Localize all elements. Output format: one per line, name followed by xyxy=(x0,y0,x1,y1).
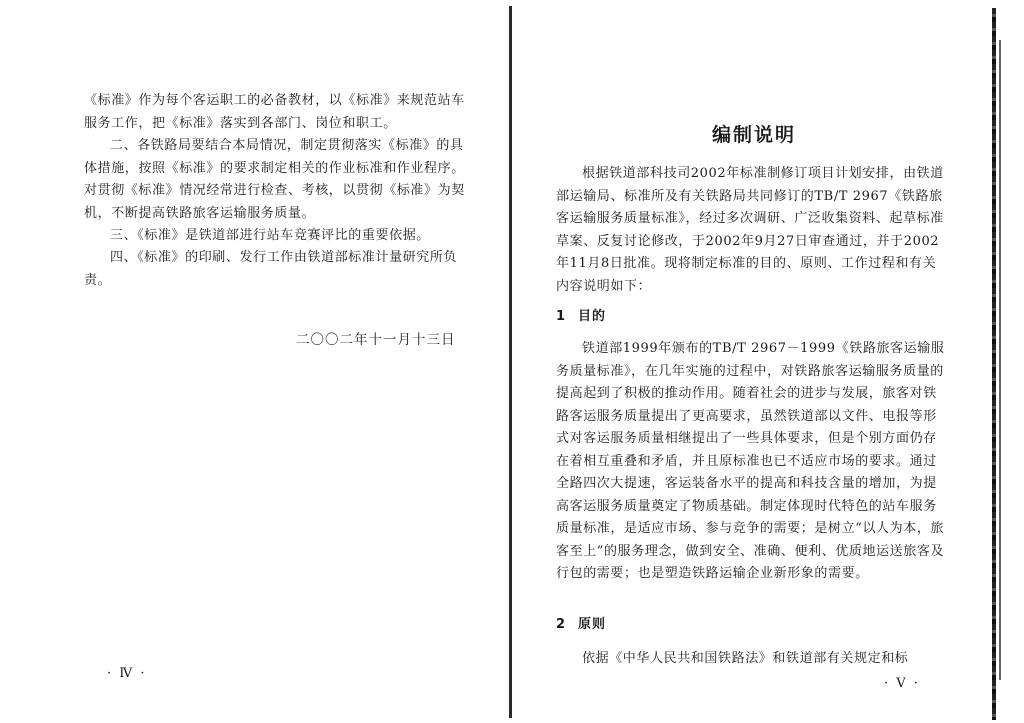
section-1-paragraph: 铁道部1999年颁布的TB/T 2967－1999《铁路旅客运输服务质量标准》，在几年实施的过程中，对铁路旅客运输服务质量的提高起到了积极的推动作用。随着社会的进步与发展，旅客对铁路客运服务质量提出了更高要求，虽然铁道部以文件、电报等形式对客运服务质量相继提出了一些具体要求，但是个别方面仍存在着相互重叠和矛盾，并且原标准也已不适应市场的要求。通过全路四次大提速，客运装备水平的提高和科技含量的增加，为提高客运服务质量奠定了物质基础。制定体现时代特色的站车服务质量标准，是适应市场、参与竞争的需要；是树立“以人为本，旅客至上”的服务理念，做到安全、准确、便利、优质地运送旅客及行包的需要；也是塑造铁路运输企业新形象的需要。 xyxy=(556,341,945,581)
page-edge-line xyxy=(999,40,1001,680)
right-page-number: · Ⅴ · xyxy=(884,676,920,691)
section-number: 2 xyxy=(556,617,567,632)
section-heading-2 xyxy=(556,613,606,632)
signature-date: 二〇〇二年十一月十三日 xyxy=(296,332,456,348)
left-paragraph-3: 三、《标准》是铁道部进行站车竞赛评比的重要依据。 xyxy=(110,228,430,243)
left-paragraph-1: 《标准》作为每个客运职工的必备教材，以《标准》来规范站车服务工作，把《标准》落实到各部门、岗位和职工。 xyxy=(84,93,465,131)
section-label: 原则 xyxy=(578,617,607,632)
section-heading-1 xyxy=(556,305,606,324)
left-paragraph-4: 四、《标准》的印刷、发行工作由铁道部标准计量研究所负责。 xyxy=(84,250,458,288)
section-2-paragraph: 依据《中华人民共和国铁路法》和铁道部有关规定和标 xyxy=(582,651,909,666)
section-label: 目的 xyxy=(578,309,607,324)
book-spine xyxy=(509,6,512,718)
page-edge-shadow xyxy=(992,8,996,720)
page-title: 编制说明 xyxy=(712,124,797,146)
left-paragraph-2: 二、各铁路局要结合本局情况，制定贯彻落实《标准》的具体措施，按照《标准》的要求制定相关的作业标准和作业程序。对贯彻《标准》情况经常进行检查、考核，以贯彻《标准》为契机，不断提高铁路旅客运输服务质量。 xyxy=(84,138,465,221)
intro-paragraph: 根据铁道部科技司2002年标准制修订项目计划安排，由铁道部运输局、标准所及有关铁路局共同修订的TB/T 2967《铁路旅客运输服务质量标准》，经过多次调研、广泛收集资料、起草标准草案、反复讨论修改，于2002年9月27日审查通过，并于2002年11月8日批准。现将制定标准的目的、原则、工作过程和有关内容说明如下： xyxy=(556,166,944,294)
section-number: 1 xyxy=(556,309,567,324)
left-page-number: · Ⅳ · xyxy=(107,666,147,681)
